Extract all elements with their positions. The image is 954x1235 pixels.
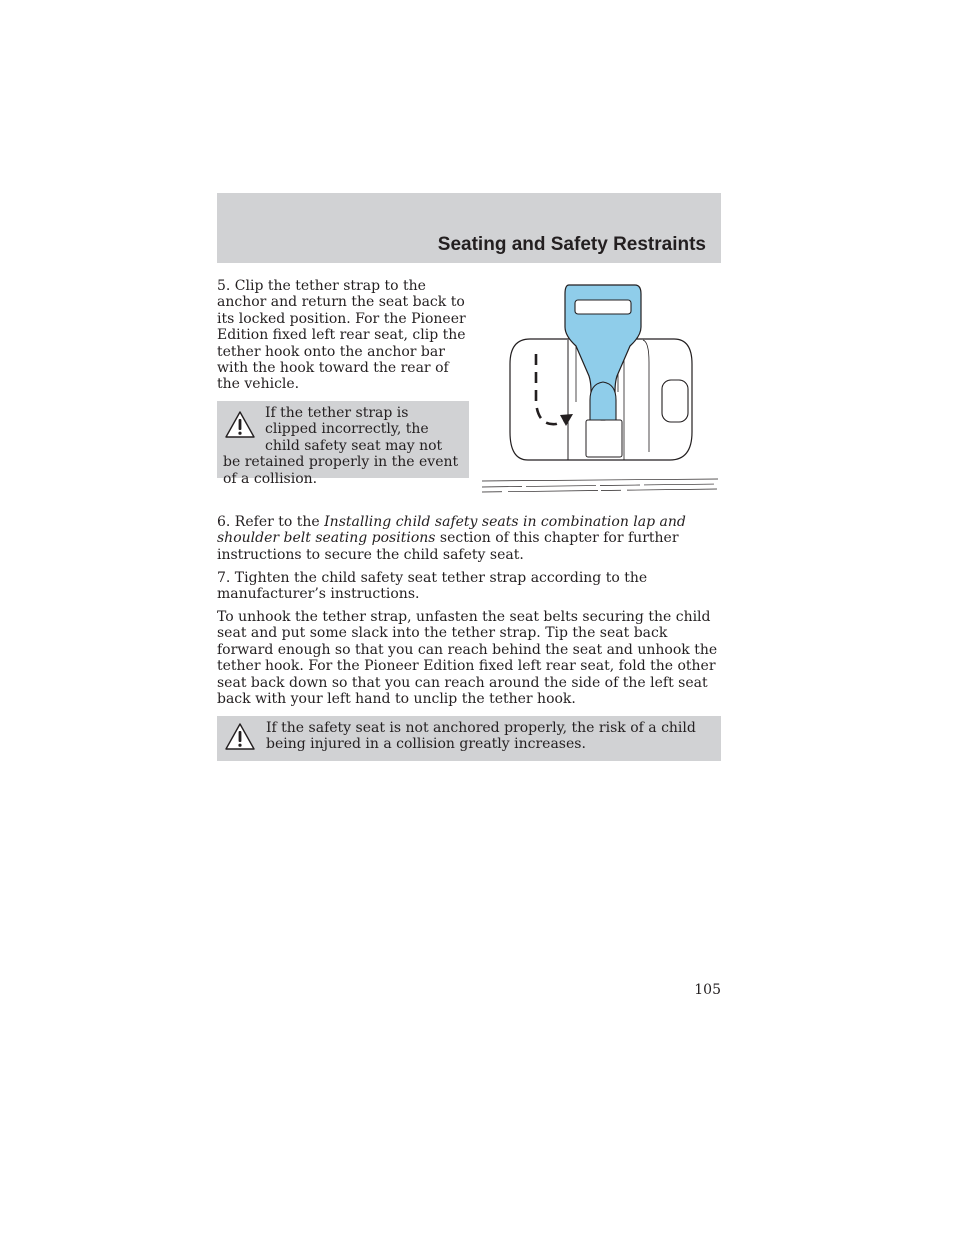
warning-box-anchor [217, 716, 721, 761]
step-6-reference: Installing child safety seats in combination lap and shoulder belt seating positions [217, 514, 686, 547]
warning-text-tether: If the tether strap is clipped incorrectly, the child safety seat may not be retained properly in the event of a collision. [223, 405, 459, 487]
unhook-instructions: To unhook the tether strap, unfasten the seat belts securing the child seat and put some slack into the tether strap. Tip the seat back forward enough so that you can reach behind the seat and unhook the tether hook. For the Pioneer Edition fixed left rear seat, fold the other seat back down so that you can reach around the side of the left seat back with your left hand to unclip the tether hook. [217, 609, 718, 708]
tether-anchor-illustration [478, 282, 722, 494]
warning-triangle-icon [223, 409, 257, 441]
warning-text-anchor: If the safety seat is not anchored properly, the risk of a child being injured in a collision greatly increases. [266, 720, 696, 753]
seat-release-handle [662, 380, 688, 422]
step-6-text [217, 514, 721, 563]
page-number: 105 [694, 982, 721, 998]
warning-box-tether [217, 401, 469, 487]
section-header-band [217, 193, 721, 263]
step-6-prefix: 6. Refer to the [217, 514, 325, 530]
tether-hook [590, 382, 616, 420]
step-5-text: 5. Clip the tether strap to the anchor and return the seat back to its locked position. For the Pioneer Edition fixed left rear seat, clip the tether hook onto the anchor bar with the hook toward the rear of the vehicle. [217, 278, 466, 393]
step-6-suffix: section of this chapter for further instructions to secure the child safety seat. [217, 530, 679, 563]
step-7-text: 7. Tighten the child safety seat tether strap according to the manufacturer’s instructions. [217, 570, 648, 603]
warning-triangle-icon [223, 721, 257, 753]
section-title: Seating and Safety Restraints [437, 234, 706, 255]
